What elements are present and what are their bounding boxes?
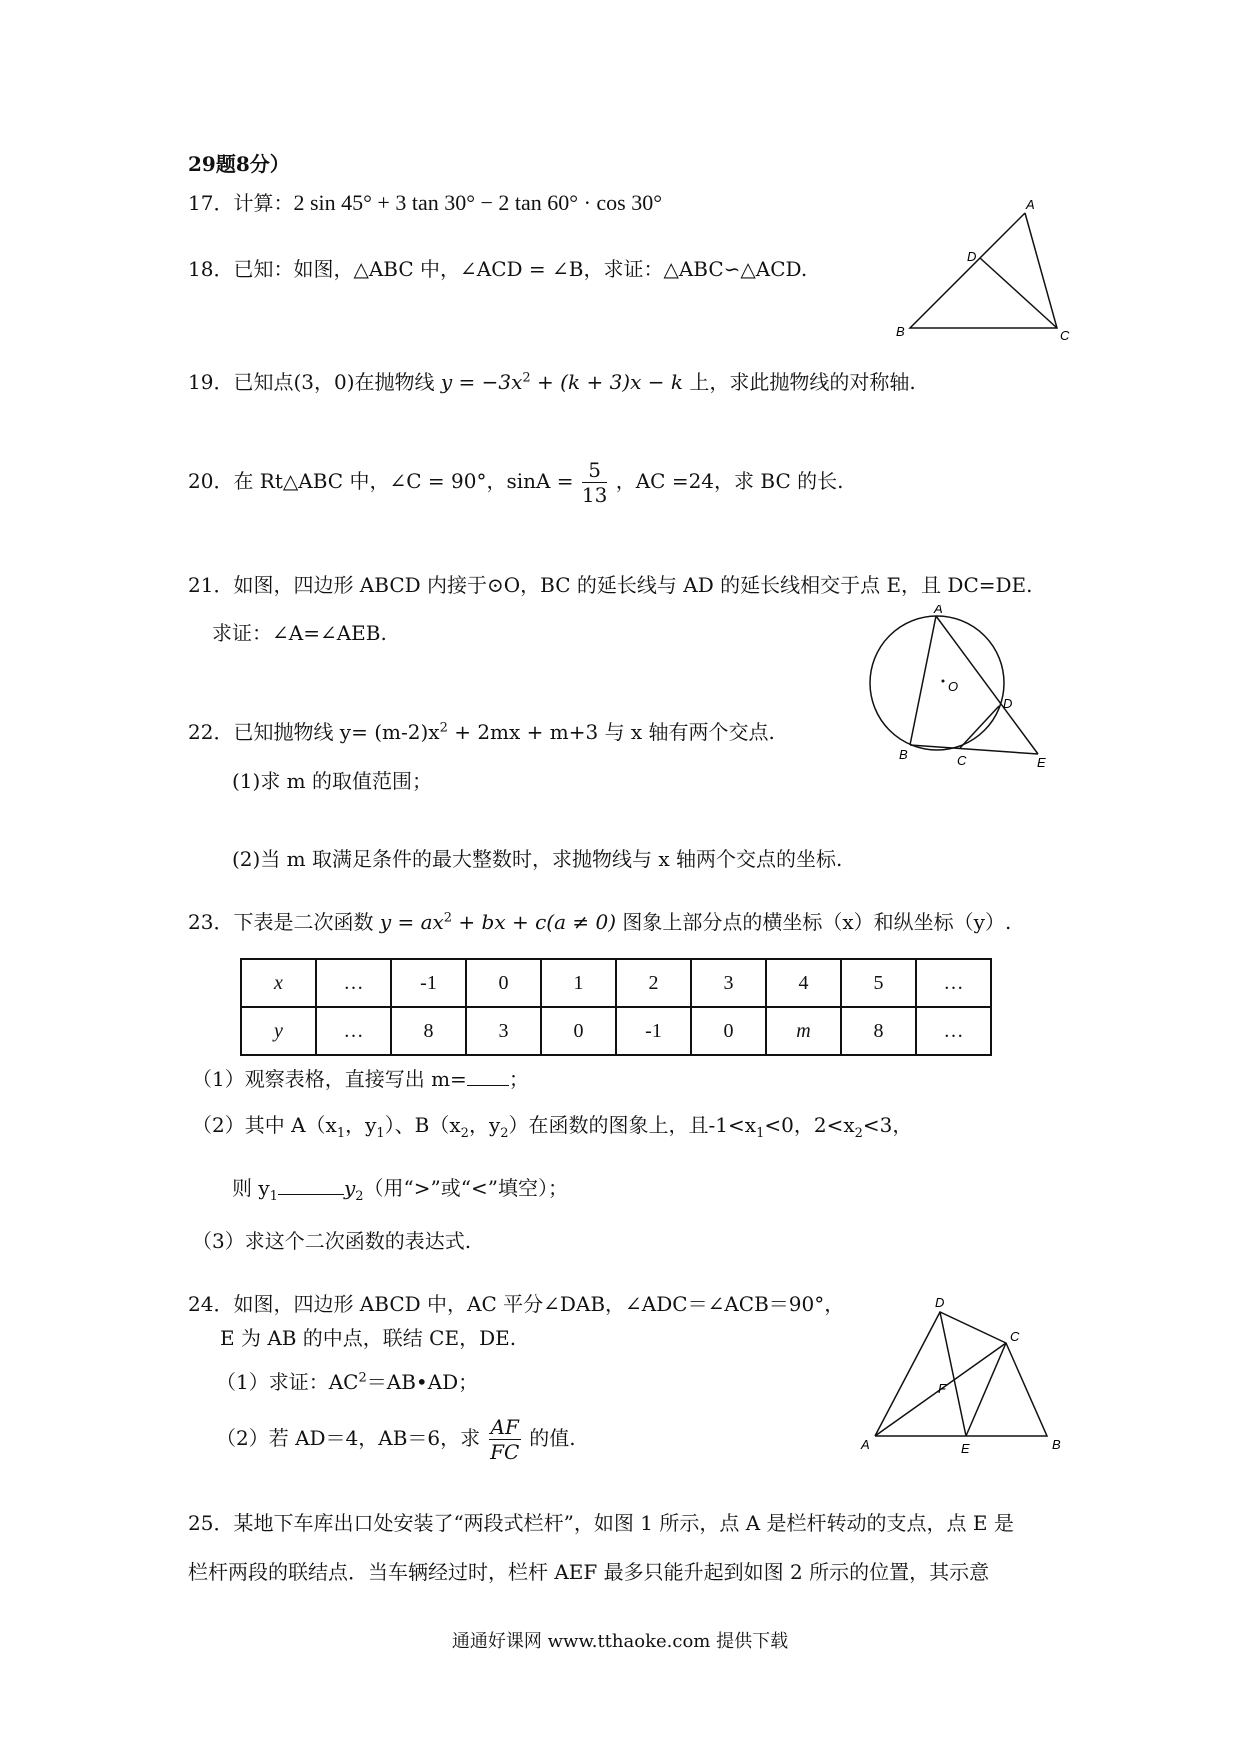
question-number: 18． [188, 257, 234, 281]
question-17 [188, 191, 662, 215]
table-cell: 3 [691, 959, 766, 1007]
table-cell: -1 [616, 1007, 691, 1055]
question-text: + 2mx + m+3 与 x 轴有两个交点. [447, 720, 775, 744]
label-a: A [861, 1437, 870, 1452]
denominator: 13 [581, 483, 608, 507]
question-number: 23． [188, 910, 234, 934]
question-text: 已知点(3，0)在抛物线 [233, 370, 435, 394]
question-number: 21． [188, 573, 234, 597]
question-text: 上，求此抛物线的对称轴. [689, 370, 916, 394]
answer-blank [467, 1067, 509, 1086]
question-24-line-2: E 为 AB 的中点，联结 CE，DE. [220, 1326, 517, 1350]
question-23-part-3: （3）求这个二次函数的表达式. [192, 1229, 472, 1253]
table-cell: … [316, 1007, 391, 1055]
label-c: C [1010, 1329, 1020, 1344]
math-expression: + (k + 3)x − k [530, 370, 683, 394]
question-text: 图象上部分点的横坐标（x）和纵坐标（y）. [622, 910, 1012, 934]
table-cell: … [916, 1007, 991, 1055]
exponent: 2 [439, 720, 448, 736]
question-number: 20． [188, 469, 234, 493]
label-b: B [1052, 1437, 1061, 1452]
label-a: A [1026, 197, 1035, 212]
question-text: 在 Rt△ABC 中，∠C = 90°，sinA = [233, 469, 574, 493]
question-23-part-2-fill [232, 1176, 568, 1204]
question-23-part-2 [192, 1113, 913, 1141]
label-e: E [961, 1441, 970, 1456]
question-number: 19． [188, 370, 234, 394]
label-b: B [896, 324, 905, 339]
question-19 [188, 370, 916, 394]
subscript: 1 [376, 1126, 385, 1141]
table-cell: 2 [616, 959, 691, 1007]
question-text: （2）其中 A（x [192, 1113, 337, 1137]
table-cell: m [766, 1007, 841, 1055]
question-text: 的值. [529, 1426, 576, 1450]
question-text: 则 y [232, 1176, 270, 1200]
label-d: D [1003, 696, 1013, 711]
question-text: 计算： [233, 191, 294, 215]
table-cell: 0 [466, 959, 541, 1007]
label-d: D [935, 1295, 945, 1310]
table-row-y [241, 1007, 991, 1055]
exponent: 2 [443, 910, 453, 926]
question-text: ； [508, 1067, 529, 1091]
question-text: ，AC =24，求 BC 的长. [615, 469, 844, 493]
math-expression: + bx + c(a ≠ 0) [452, 910, 617, 934]
math-expression: 2 sin 45° + 3 tan 30° − 2 tan 60° · cos 30° [293, 190, 663, 215]
subscript: 1 [269, 1189, 278, 1204]
section-header: 29题8分） [188, 152, 290, 176]
question-number: 24． [188, 1292, 234, 1316]
question-23-part-1 [192, 1067, 529, 1091]
table-cell: 8 [391, 1007, 466, 1055]
question-text: ）在函数的图象上，且-1<x [508, 1113, 757, 1137]
table-cell: 0 [691, 1007, 766, 1055]
math-expression: y = −3x [440, 370, 523, 394]
fraction [489, 1415, 521, 1464]
question-text: ，y [345, 1113, 377, 1137]
fraction [582, 458, 607, 507]
answer-blank [278, 1176, 344, 1195]
question-text: （1）观察表格，直接写出 m= [192, 1067, 467, 1091]
label-f: F [938, 1381, 946, 1396]
question-text: 下表是二次函数 [233, 910, 374, 934]
label-c: C [957, 753, 967, 768]
table-cell: x [241, 959, 316, 1007]
table-cell: y [241, 1007, 316, 1055]
question-text: <3， [862, 1113, 913, 1137]
question-text: 如图，四边形 ABCD 内接于⊙O，BC 的延长线与 AD 的延长线相交于点 E，且 DC=DE. [233, 573, 1033, 597]
table-cell: -1 [391, 959, 466, 1007]
subscript: 1 [756, 1126, 765, 1141]
question-text: （用“>”或“<”填空）； [363, 1176, 568, 1200]
table-cell: 5 [841, 959, 916, 1007]
question-text: 如图，四边形 ABCD 中，AC 平分∠DAB，∠ADC＝∠ACB＝90°， [233, 1292, 845, 1316]
quadrilateral-abcd-figure [855, 1295, 1075, 1460]
question-number: 17． [188, 191, 234, 215]
table-cell: 0 [541, 1007, 616, 1055]
question-text: ＝AB•AD； [366, 1370, 479, 1394]
question-21-proof: 求证：∠A=∠AEB. [212, 621, 387, 645]
subscript: 2 [854, 1126, 863, 1141]
question-text: 已知抛物线 y= (m-2)x [233, 720, 440, 744]
label-d: D [967, 249, 977, 264]
question-23 [188, 910, 1011, 934]
subscript: 2 [500, 1126, 509, 1141]
inscribed-quadrilateral-figure [860, 605, 1070, 770]
label-e: E [1037, 755, 1046, 770]
question-25-line-2: 栏杆两段的联结点．当车辆经过时，栏杆 AEF 最多只能升起到如图 2 所示的位置，其示意 [188, 1560, 990, 1584]
question-22-part-1: (1)求 m 的取值范围； [232, 769, 433, 793]
table-cell: … [316, 959, 391, 1007]
table-cell: … [916, 959, 991, 1007]
question-text: （1）求证：AC [216, 1370, 359, 1394]
table-cell: 1 [541, 959, 616, 1007]
label-c: C [1060, 328, 1070, 343]
label-o: O [948, 679, 959, 694]
subscript: 2 [355, 1189, 364, 1204]
question-text: 已知：如图，△ABC 中，∠ACD = ∠B，求证：△ABC∽△ACD. [233, 257, 808, 281]
numerator: 5 [582, 458, 607, 483]
question-20 [188, 455, 843, 507]
question-18 [188, 257, 807, 281]
page-footer: 通通好课网 www.tthaoke.com 提供下载 [451, 1631, 789, 1652]
table-cell: 3 [466, 1007, 541, 1055]
table-row-x [241, 959, 991, 1007]
numerator: AF [490, 1415, 519, 1439]
table-cell: 8 [841, 1007, 916, 1055]
question-24-part-2 [216, 1412, 576, 1464]
label-a: A [934, 605, 943, 616]
question-text: ）、B（x [384, 1113, 461, 1137]
subscript: 2 [460, 1126, 469, 1141]
label-b: B [899, 747, 908, 762]
math-expression: y = ax [379, 910, 444, 934]
question-21 [188, 573, 1033, 597]
question-number: 22． [188, 720, 234, 744]
question-text: <0，2<x [764, 1113, 855, 1137]
question-25 [188, 1511, 1014, 1535]
question-22-part-2: (2)当 m 取满足条件的最大整数时，求抛物线与 x 轴两个交点的坐标. [232, 847, 843, 871]
denominator: FC [490, 1440, 520, 1464]
question-text: y [343, 1176, 356, 1200]
question-text: ，y [468, 1113, 501, 1137]
question-text: 某地下车库出口处安装了“两段式栏杆”，如图 1 所示，点 A 是栏杆转动的支点，点 E 是 [233, 1511, 1014, 1535]
triangle-abc-figure [880, 195, 1080, 345]
table-cell: 4 [766, 959, 841, 1007]
question-24-part-1 [216, 1370, 478, 1394]
question-22 [188, 720, 775, 744]
value-table [240, 958, 992, 1056]
exponent: 2 [358, 1370, 367, 1386]
question-text: （2）若 AD＝4，AB＝6，求 [216, 1426, 481, 1450]
subscript: 1 [336, 1126, 346, 1141]
question-24 [188, 1292, 844, 1316]
exponent: 2 [522, 370, 531, 386]
question-number: 25． [188, 1511, 234, 1535]
